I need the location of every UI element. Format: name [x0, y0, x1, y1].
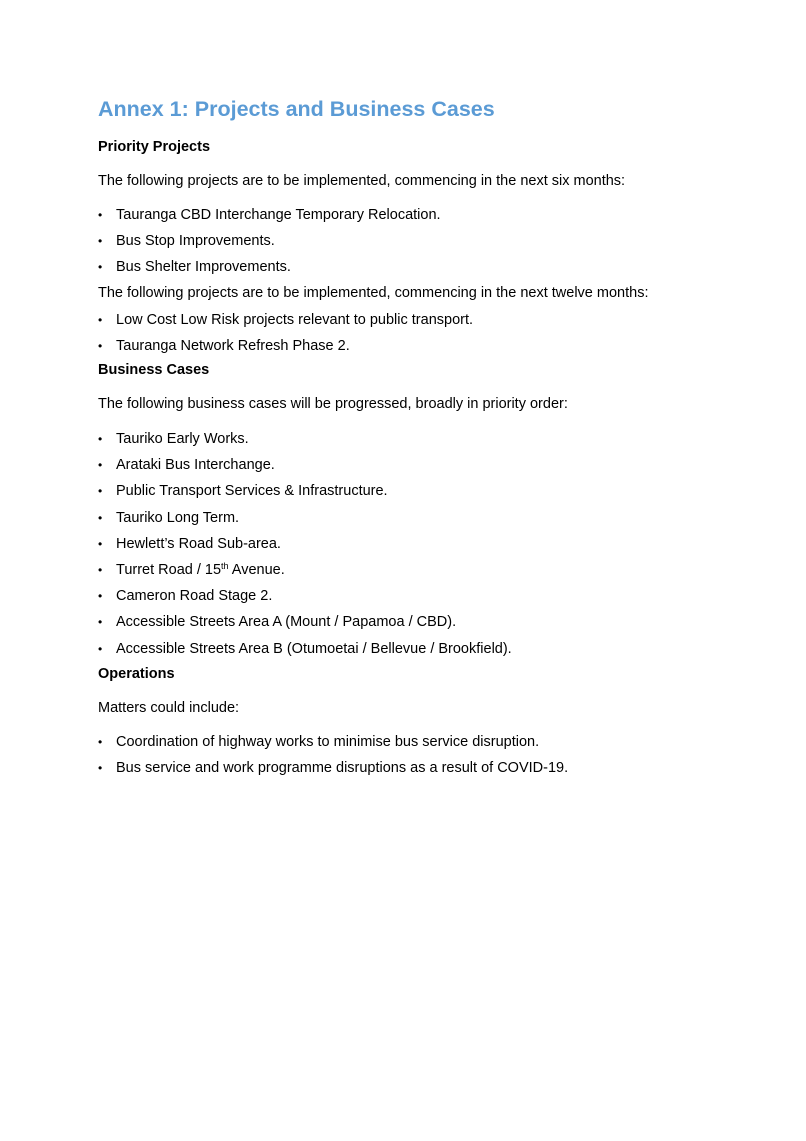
heading-operations: Operations	[98, 666, 175, 682]
bullet-icon: •	[98, 735, 103, 749]
bullet-icon: •	[98, 339, 103, 354]
list-item: • Accessible Streets Area B (Otumoetai / Bellevue / Brookfield).	[98, 636, 512, 662]
bullet-icon: •	[98, 615, 103, 630]
priority-list-twelve-months	[98, 307, 473, 359]
heading-business-cases: Business Cases	[98, 362, 210, 378]
operations-intro: Matters could include:	[98, 700, 240, 716]
bullet-icon: •	[98, 234, 103, 249]
bullet-icon: •	[98, 641, 103, 656]
business-cases-intro: The following business cases will be progressed, broadly in priority order:	[98, 396, 568, 412]
list-item: • Bus Stop Improvements.	[98, 228, 441, 254]
bullet-icon: •	[98, 536, 103, 551]
bullet-icon: •	[98, 260, 103, 275]
list-item: • Bus service and work programme disruptions as a result of COVID-19.	[98, 755, 568, 781]
priority-intro-twelve-months: The following projects are to be implemented, commencing in the next twelve months:	[98, 285, 649, 301]
list-item: • Cameron Road Stage 2.	[98, 583, 512, 609]
list-item: • Arataki Bus Interchange.	[98, 452, 512, 478]
bullet-icon: •	[98, 458, 103, 473]
list-item: • Tauriko Long Term.	[98, 505, 512, 531]
list-item: • Tauranga Network Refresh Phase 2.	[98, 333, 473, 359]
bullet-icon: •	[98, 484, 103, 499]
bullet-icon: •	[98, 589, 103, 604]
list-item: • Bus Shelter Improvements.	[98, 254, 441, 280]
operations-list	[98, 729, 568, 781]
bullet-icon: •	[98, 432, 103, 446]
bullet-icon: •	[98, 562, 103, 577]
list-item: • Public Transport Services & Infrastructure.	[98, 478, 512, 504]
page-title: Annex 1: Projects and Business Cases	[98, 97, 495, 121]
bullet-icon: •	[98, 510, 103, 525]
list-item: • Coordination of highway works to minimise bus service disruption.	[98, 729, 568, 755]
business-cases-list	[98, 426, 512, 662]
heading-priority-projects: Priority Projects	[98, 139, 211, 155]
bullet-icon: •	[98, 761, 103, 776]
list-item: • Hewlett’s Road Sub-area.	[98, 531, 512, 557]
list-item: • Tauranga CBD Interchange Temporary Relocation.	[98, 202, 441, 228]
list-item: • Tauriko Early Works.	[98, 426, 512, 452]
bullet-icon: •	[98, 313, 103, 327]
priority-list-six-months	[98, 202, 441, 281]
bullet-icon: •	[98, 208, 103, 222]
priority-intro-six-months: The following projects are to be implemented, commencing in the next six months:	[98, 173, 626, 189]
list-item: • Accessible Streets Area A (Mount / Papamoa / CBD).	[98, 609, 512, 635]
ordinal-superscript: th	[221, 560, 229, 571]
list-item: • Low Cost Low Risk projects relevant to public transport.	[98, 307, 473, 333]
list-item: • Turret Road / 15th Avenue.	[98, 557, 512, 583]
